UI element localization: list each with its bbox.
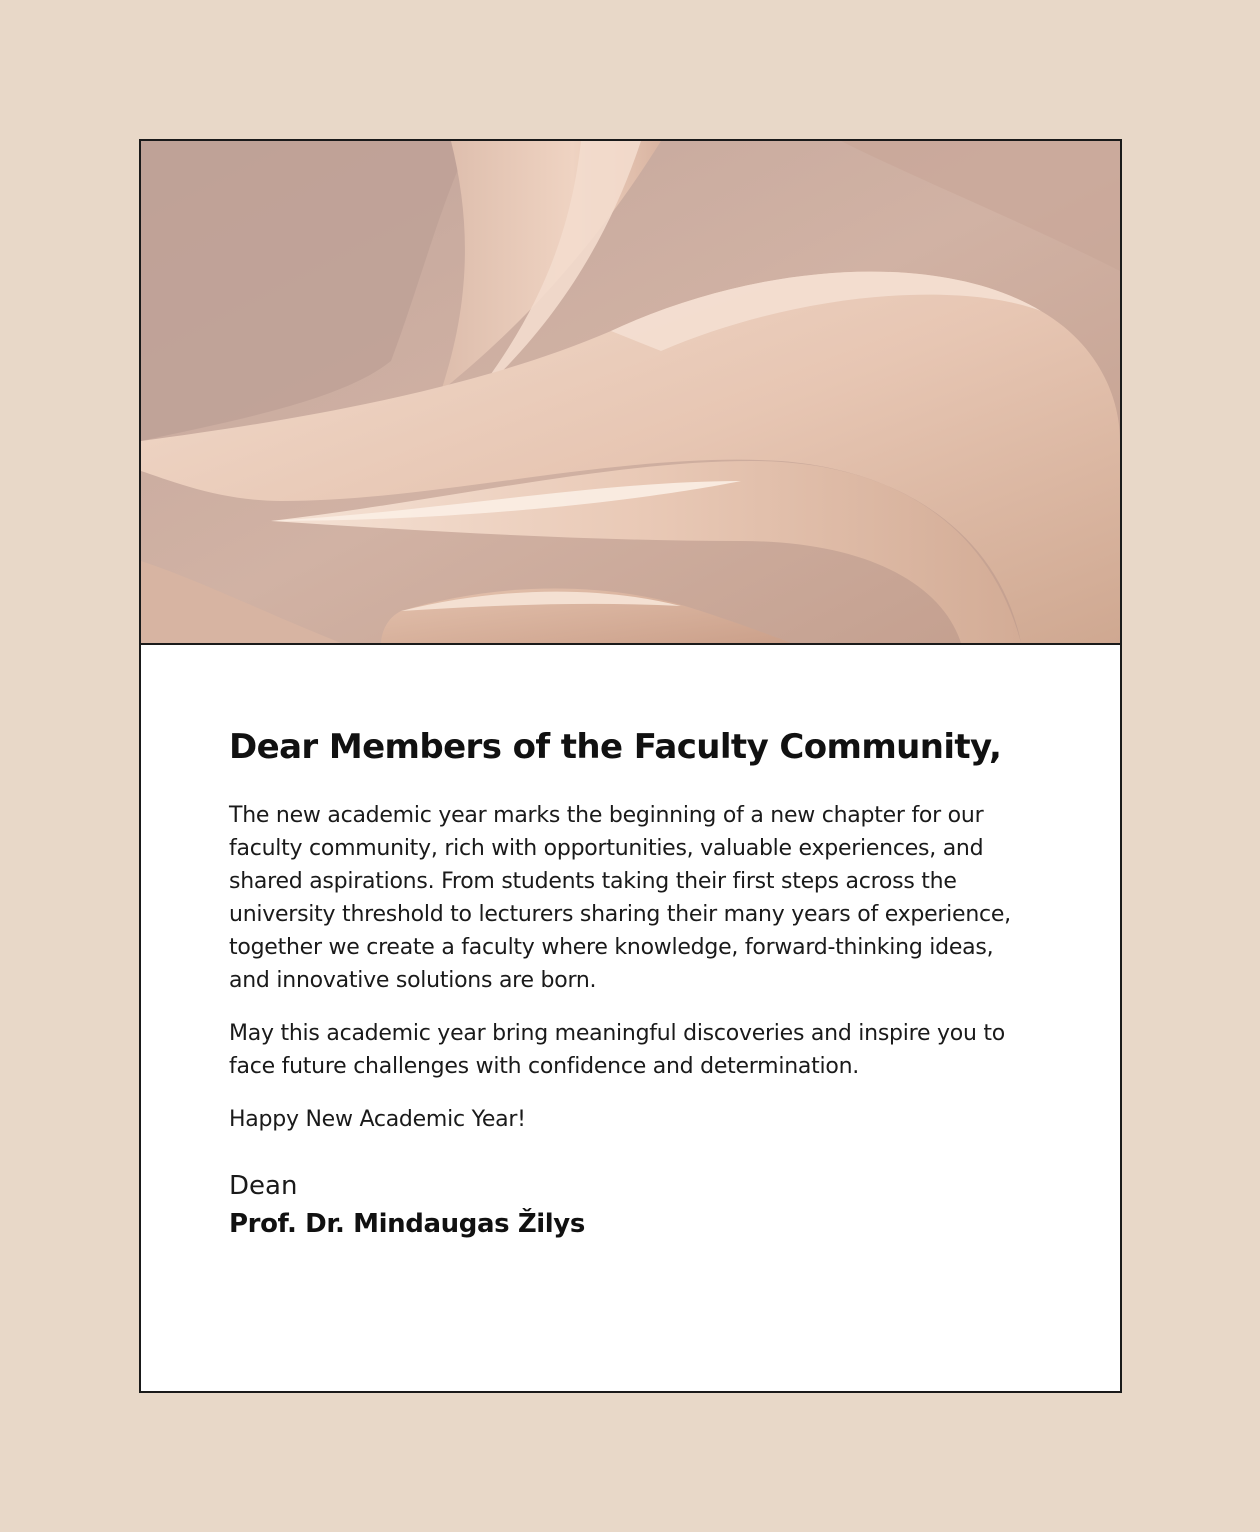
abstract-waves-illustration — [141, 141, 1120, 643]
hero-image-abstract-silk-waves — [141, 141, 1120, 645]
letter-paragraph-1: The new academic year marks the beginning of a new chapter for our faculty community, rich with opportunities, valuable experiences, and shared aspirations. From students taking their first steps across the university threshold to lecturers sharing their many years of experience, together we create a faculty where knowledge, forward-thinking ideas, and innovative solutions are born. — [229, 803, 1011, 993]
signature-name: Prof. Dr. Mindaugas Žilys — [229, 1209, 585, 1239]
letter-greeting: Dear Members of the Faculty Community, — [229, 727, 1002, 767]
signature-role: Dean — [229, 1171, 298, 1201]
letter-paragraph-2: May this academic year bring meaningful discoveries and inspire you to face future challenges with confidence and determination. — [229, 1021, 1005, 1079]
letter-card — [139, 139, 1122, 1393]
letter-closing-wish: Happy New Academic Year! — [229, 1107, 526, 1132]
letter-body — [229, 725, 1039, 1242]
